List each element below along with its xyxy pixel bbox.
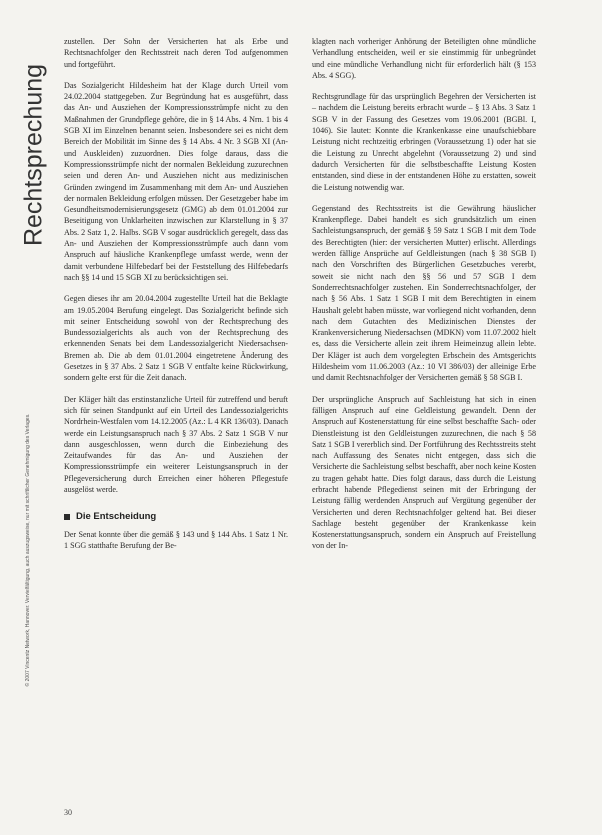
paragraph: Der ursprüngliche Anspruch auf Sachleistung hat sich in einen fälligen Anspruch auf eine Geldleistung gewandelt. Denn der Anspruch auf Kostenerstattung für eine selbst beschaffte Sach- oder Dienstleistung ist den Geldleistungen zuzurechnen, die nach § 58 Satz 1 SGB I vererblich sind. Der Fortführung des Rechtsstreits steht nach Auffassung des Senates nicht entgegen, dass sich die Versicherte die Sachleistung selbst beschafft, aber noch keine Kosten zu tragen gehabt hatte. Dies folgt daraus, dass durch die Leistung erbracht habende Pflegedienst seinen mit der Erbringung der Leistung fällig werdenden Anspruch auf Vergütung gegenüber der Versicherten und deren Rechtsnachfolger geltend hat. Bei dieser Sachlage besteht gegenüber der Krankenkasse kein Kostenerstattungsanspruch, sondern ein Anspruch auf Freistellung von der In- — [312, 394, 536, 551]
section-heading-vertical: Rechtsprechung — [19, 63, 48, 247]
subheading-die-entscheidung: Die Entscheidung — [64, 511, 288, 522]
paragraph: Das Sozialgericht Hildesheim hat der Klage durch Urteil vom 24.02.2004 stattgegeben. Zur Begründung hat es ausgeführt, dass das An- und Ausziehen der Kompressionsstrümpfe nicht zu den Maßnahmen der Grundpflege gehöre, die in § 14 Abs. 4 Nrn. 1 bis 4 SGB XI im Einzelnen benannt seien. Insbesondere sei es nicht dem Bereich der Mobilität im Sinne des § 14 Abs. 4 Nr. 3 SGB XI (An- und Auskleiden) zuzuordnen. Dies folge daraus, dass die Kompressionsstrümpfe nicht der normalen Bekleidung zuzurechnen seien und deren An- und Ausziehen nicht aus medizinischen Gründen zwingend im Zusammenhang mit dem An- und Ausziehen der normalen Bekleidung erfolgen müssen. Der Gesetzgeber habe im Gesundheitsmodernisierungsgesetz (GMG) ab dem 01.01.2004 zur Beseitigung von Unklarheiten inzwischen zur Klarstellung in § 37 Abs. 2 Satz 1, 2. Halbs. SGB V sogar ausdrücklich geregelt, dass das An- und Ausziehen der Kompressionsstrümpfe auch dann vom Anspruch auf häusliche Krankenpflege umfasst werde, wenn der damit verbundene Hilfebedarf bei der Feststellung des Hilfebedarfs nach §§ 14 und 15 SGB XI zu berücksichtigen sei. — [64, 80, 288, 282]
paragraph: Gegen dieses ihr am 20.04.2004 zugestellte Urteil hat die Beklagte am 19.05.2004 Berufung eingelegt. Das Sozialgericht befinde sich mit seiner Entscheidung sowohl von der Rechtsprechung des Bundessozialgerichts als auch von der Rechtsprechung des erkennenden Senats bei dem Landessozialgericht Niedersachsen-Bremen ab. Die ab dem 01.01.2004 eingetretene Änderung des Gesetzes in § 37 Abs. 2 Satz 1 SGB V entfalte keine Rückwirkung, sondern gelte erst für die Zeit danach. — [64, 294, 288, 383]
right-column — [312, 36, 536, 562]
square-bullet-icon — [64, 514, 70, 520]
paragraph: Der Senat konnte über die gemäß § 143 und § 144 Abs. 1 Satz 1 Nr. 1 SGG statthafte Berufung der Be- — [64, 529, 288, 550]
paragraph: zustellen. Der Sohn der Versicherten hat als Erbe und Rechtsnachfolger den Rechtsstreit nach deren Tod aufgenommen und fortgeführt. — [64, 37, 288, 69]
paragraph: klagten nach vorheriger Anhörung der Beteiligten ohne mündliche Verhandlung entscheiden, weil er sie einstimmig für unbegründet und eine mündliche Verhandlung nicht für erforderlich hält (§ 153 Abs. 4 SGG). — [312, 37, 536, 80]
copyright-note: © 2007 Vincentz Network, Hannover. Vervielfältigung, auch auszugsweise, nur mit schriftlicher Genehmigung des Verlages. — [25, 413, 31, 687]
paragraph: Gegenstand des Rechtsstreits ist die Gewährung häuslicher Krankenpflege. Dabei handelt es sich grundsätzlich um einen Sachleistungsanspruch, der gemäß § 59 Satz 1 SGB I mit dem Tode des Berechtigten (hier: der versicherten Mutter) erlischt. Allerdings werden fällige Ansprüche auf Geldleistungen (nach § 38 SGB I) nach den Vorschriften des Bürgerlichen Gesetzbuches vererbt, soweit sie nicht nach den §§ 56 und 57 SGB I dem Sonderrechtsnachfolger zustehen. Ein Sonderrechtsnachfolger, der nach § 56 Abs. 1 Satz 1 SGB I mit dem Berechtigten in einem Haushalt gelebt haben müsste, war vorliegend nicht vorhanden, denn nach dem Gutachten des Medizinischen Dienstes der Krankenversicherung Niedersachsen (MDKN) vom 11.07.2002 hielt es, dass die Versicherte allein zeit ihrem Heimeinzug allein lebte. Der Kläger ist auch dem vorgelegten Erbschein des Amtsgerichts Hildesheim vom 11.06.2003 (Az.: 10 VI 386/03) der alleinige Erbe und damit Rechtsnachfolger der Versicherten gemäß § 58 SGB I. — [312, 203, 536, 383]
paragraph: Der Kläger hält das erstinstanzliche Urteil für zutreffend und beruft sich für seinen Standpunkt auf ein Urteil des Landessozialgerichts Nordrhein-Westfalen vom 14.12.2005 (Az.: L 4 KR 136/03). Danach werde ein Leistungsanspruch nach § 37 Abs. 2 Satz 1 SGB V nur dann ausgeschlossen, wenn durch die Einbeziehung des Zeitaufwandes für das An- und Ausziehen der Kompressionsstrümpfe ein weiterer Leistungsanspruch in der Pflegeversicherung durch Erreichen einer höheren Pflegestufe ausgelöst werde. — [64, 394, 288, 494]
paragraph: Rechtsgrundlage für das ursprünglich Begehren der Versicherten ist – nachdem die Leistung bereits erbracht wurde – § 13 Abs. 3 Satz 1 SGB V in der Fassung des Gesetzes vom 19.06.2001 (BGBl. I, 1046). Sie lautet: Konnte die Krankenkasse eine unaufschiebbare Leistung nicht rechtzeitig erbringen (Voraussetzung 1) oder hat sie die Leistung zu Unrecht abgelehnt (Voraussetzung 2) und sind dadurch Versicherten für die selbstbeschaffte Leistung Kosten entstanden, sind diese in der entstandenen Höhe zu erstatten, soweit die Leistung notwendig war. — [312, 92, 536, 192]
page-number: 30 — [64, 808, 72, 817]
left-column — [64, 36, 288, 561]
